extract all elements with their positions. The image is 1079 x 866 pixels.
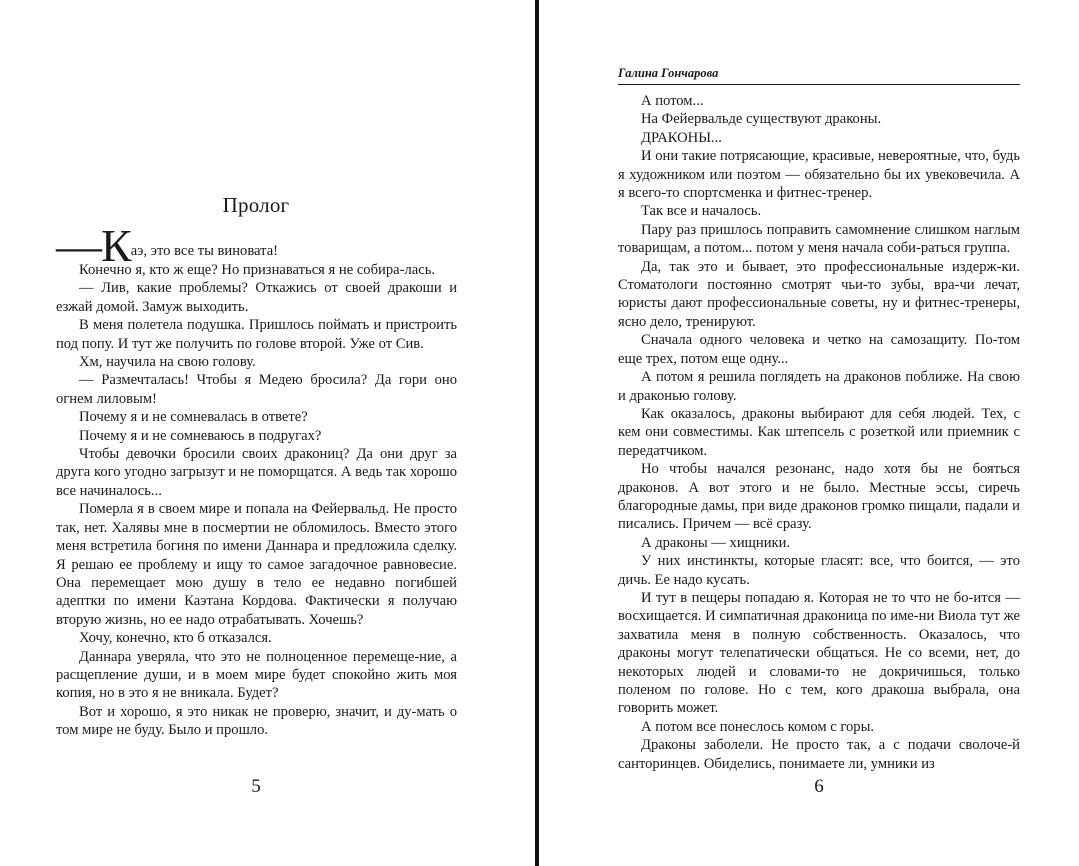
paragraph: Почему я и не сомневалась в ответе? — [79, 409, 308, 426]
chapter-title: Пролог — [222, 193, 290, 217]
paragraph: У них инстинкты, которые гласят: все, что боится, — это дичь. Ее надо кусать. — [618, 553, 1020, 588]
paragraph: А потом все понеслось комом с горы. — [641, 718, 875, 735]
paragraph: Но чтобы начался резонанс, надо хотя бы не бояться драконов. А вот этого и не было. Местные эссы, сиречь благородные дамы, при виде драконов громко пищали, падали и писались. Причем — всё сразу. — [618, 461, 1020, 533]
paragraph: — Размечталась! Чтобы я Медею бросила? Да гори оно огнем лиловым! — [56, 372, 457, 407]
left-page — [0, 0, 535, 866]
first-line-text: аэ, это все ты виновата! — [130, 243, 279, 259]
paragraph: Чтобы девочки бросили своих дракониц? Да они друг за друга кого угодно загрызут и не поморщатся. А ведь так хорошо все начиналось... — [56, 446, 457, 499]
paragraph: Как оказалось, драконы выбирают для себя людей. Тех, с кем они совместимы. Как штепсель с розеткой или приемник с передатчиком. — [618, 405, 1020, 459]
dropcap-letter: К — [101, 220, 131, 271]
paragraph: ДРАКОНЫ... — [641, 129, 722, 146]
paragraph: Конечно я, кто ж еще? Но признаваться я не собира-лась. — [79, 262, 436, 278]
dropcap-dash: — — [56, 220, 101, 271]
running-head-author: Галина Гончарова — [618, 66, 1020, 85]
paragraph: — Лив, какие проблемы? Откажись от своей дракоши и езжай домой. Замуж выходить. — [56, 280, 457, 315]
paragraph: А потом... — [641, 93, 704, 109]
paragraph: Вот и хорошо, я это никак не проверю, значит, и ду-мать о том мире не буду. Было и прошло. — [56, 703, 457, 739]
paragraph: Да, так это и бывает, это профессиональные издерж-ки. Стоматологи постоянно смотрят чьи-то зубы, вра-чи лечат, юристы дают профессиональные советы, ну и фитнес-тренеры, ясно дело, тренируют. — [618, 258, 1020, 330]
paragraph: Даннара уверяла, что это не полноценное перемеще-ние, а расщепление души, и в моем мире будет спокойно жить моя копия, но в это я не вникала. Будет? — [56, 648, 457, 702]
paragraph: Драконы заболели. Не просто так, а с подачи сволоче-й санторинцев. Обиделись, понимаете ли, умники из — [618, 737, 1020, 772]
paragraph: А драконы — хищники. — [641, 534, 791, 551]
page-number: 6 — [814, 776, 824, 797]
paragraph: Пару раз пришлось поправить самомнение слишком наглым товарищам, а потом... потом у меня начала соби-раться группа. — [618, 221, 1020, 257]
paragraph: Сначала одного человека и четко на самозащиту. По-том еще трех, потом еще одну... — [618, 332, 1020, 367]
right-page — [539, 0, 1079, 866]
left-page-text — [56, 220, 457, 740]
paragraph: А потом я решила поглядеть на драконов поближе. На свою и драконью голову. — [618, 369, 1020, 404]
paragraph: И тут в пещеры попадаю я. Которая не то что не бо-ится — восхищается. И симпатичная драконица по име-ни Виола тут же захватила меня в полную собственность. Оказалось, что драконы могут телепатически общаться. Не со всеми, нет, до некоторых людей и словами-то не докричишься, только поленом по голове. Но с тем, кого дракоша выбрала, она говорить может. — [618, 589, 1020, 717]
paragraph: Хм, научила на свою голову. — [79, 354, 256, 371]
page-number: 5 — [251, 776, 261, 797]
right-page-text — [618, 92, 1020, 773]
paragraph: В меня полетела подушка. Пришлось поймать и пристроить под попу. И тут же получить по голове второй. Уже от Сив. — [56, 317, 457, 352]
paragraph: Хочу, конечно, кто б отказался. — [79, 630, 272, 647]
paragraph: На Фейервальде существуют драконы. — [641, 111, 882, 128]
paragraph: Почему я и не сомневаюсь в подругах? — [79, 427, 322, 444]
paragraph: Так все и началось. — [641, 203, 762, 220]
paragraph: Померла я в своем мире и попала на Фейервальд. Не просто так, нет. Халявы мне в посмертии не обломилось. Вместо этого меня встретила богиня по имени Даннара и предложила сделку. Я решаю ее проблему и ищу то самое загадочное равновесие. Она перемещает мою душу в тело ее недавно погибшей адептки по имени Каэтана Кордова. Фактически я получаю вторую жизнь, но ее надо отрабатывать. Хочешь? — [56, 501, 457, 628]
paragraph: И они такие потрясающие, красивые, невероятные, что, будь я художником или поэтом — обязательно бы их увековечила. А я всего-то спортсменка и фитнес-тренер. — [618, 148, 1020, 202]
